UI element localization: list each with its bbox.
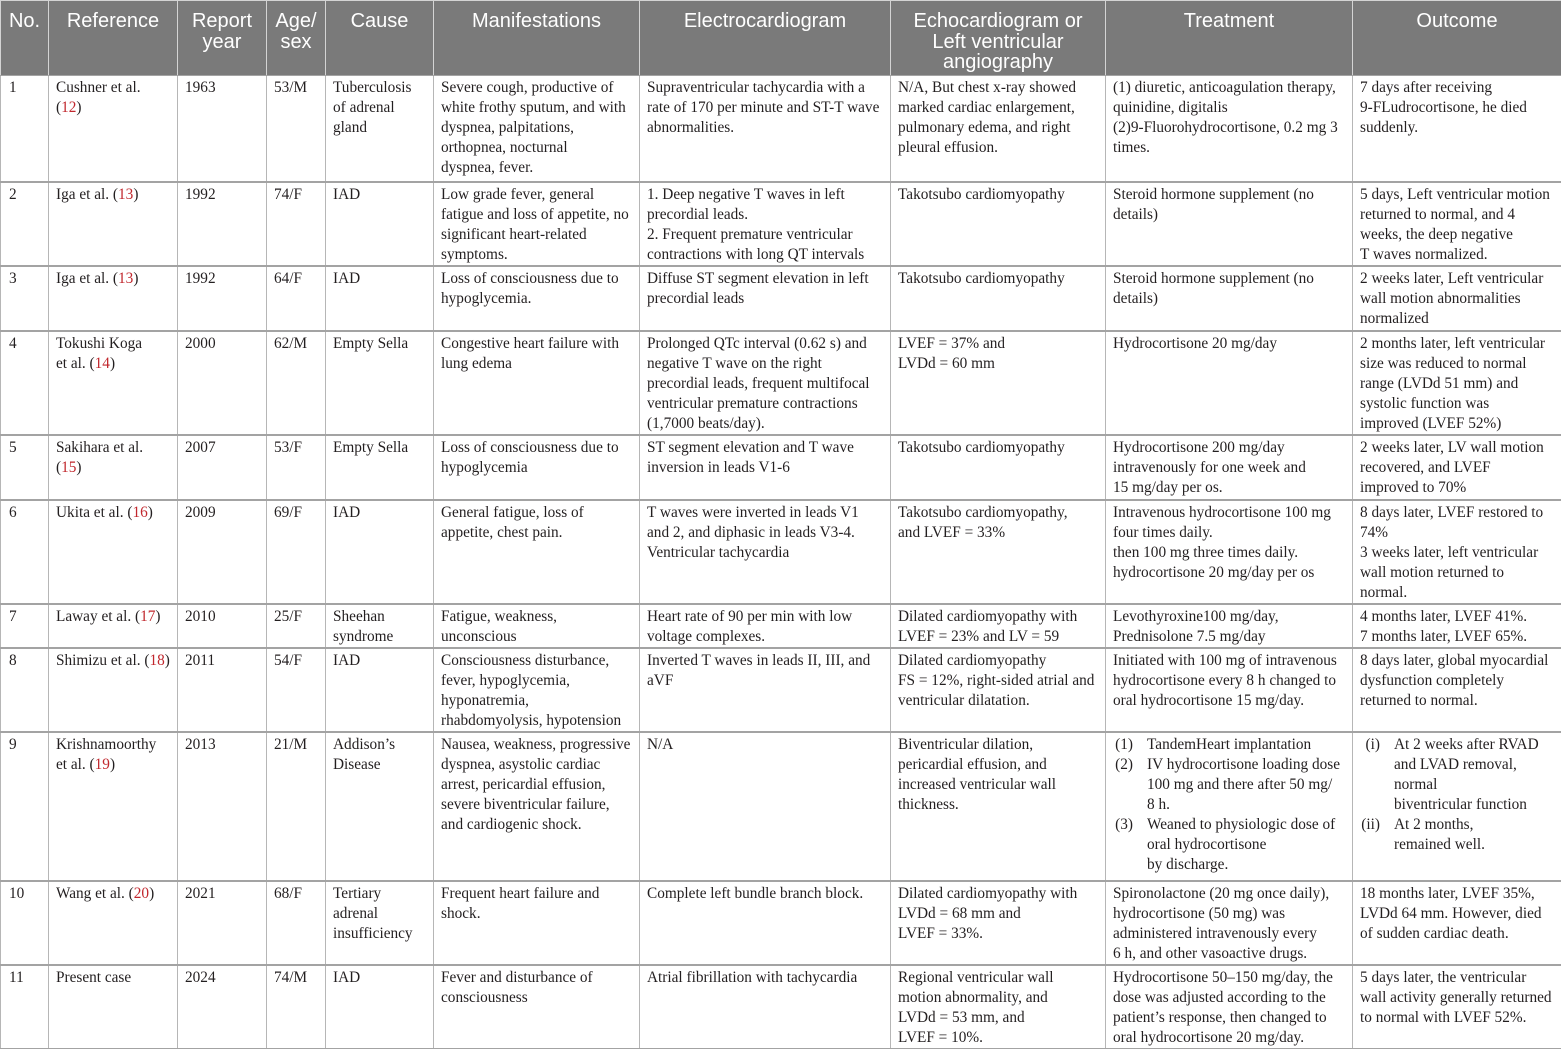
cell-treatment: (1) diuretic, anticoagulation therapy, quinidine, digitalis (2)9-Fluorohydrocortisone, 0.2 mg 3 times. <box>1106 76 1353 182</box>
cell-echocardiogram: Takotsubo cardiomyopathy, and LVEF = 33% <box>891 500 1106 604</box>
header-electrocardiogram: Electrocardiogram <box>640 1 891 76</box>
cell-manifestations: General fatigue, loss of appetite, chest pain. <box>434 500 640 604</box>
reference-text: Iga et al. ( <box>56 185 119 203</box>
citation-link[interactable]: 15 <box>61 458 77 476</box>
cell-cause: Sheehan syndrome <box>326 604 434 648</box>
cell-outcome: 4 months later, LVEF 41%. 7 months later, LVEF 65%. <box>1353 604 1561 648</box>
citation-link[interactable]: 13 <box>118 269 134 287</box>
header-no: No. <box>1 1 49 76</box>
cell-treatment: Steroid hormone supplement (no details) <box>1106 182 1353 266</box>
cell-manifestations: Low grade fever, general fatigue and loss of appetite, no significant heart-related symptoms. <box>434 182 640 266</box>
cell-cause: Empty Sella <box>326 331 434 435</box>
citation-link[interactable]: 12 <box>61 99 77 116</box>
cell-age-sex: 54/F <box>267 648 326 732</box>
reference-text: ) <box>133 269 139 287</box>
citation-link[interactable]: 16 <box>132 503 148 521</box>
cell-outcome: 5 days, Left ventricular motion returned to normal, and 4 weeks, the deep negative T waves normalized. <box>1353 182 1561 266</box>
reference-text: ) <box>133 185 139 203</box>
header-report-year: Report year <box>178 1 267 76</box>
table-row <box>1 500 1561 604</box>
list-text: At 2 months, remained well. <box>1394 815 1485 853</box>
cell-treatment: Levothyroxine100 mg/day, Prednisolone 7.5 mg/day <box>1106 604 1353 648</box>
cell-outcome: 2 weeks later, LV wall motion recovered, and LVEF improved to 70% <box>1353 435 1561 500</box>
table-header <box>1 1 1561 76</box>
cell-cause: Tuberculosis of adrenal gland <box>326 76 434 182</box>
list-text: Weaned to physiologic dose of oral hydrocortisone by discharge. <box>1147 815 1336 873</box>
table-row <box>1 182 1561 266</box>
cell-outcome <box>1353 732 1561 881</box>
cell-reference <box>49 76 178 182</box>
list-marker: (2) <box>1115 755 1133 773</box>
cell-report-year: 1992 <box>178 266 267 331</box>
cell-reference <box>49 182 178 266</box>
header-cause: Cause <box>326 1 434 76</box>
citation-link[interactable]: 14 <box>94 354 110 372</box>
cell-electrocardiogram: Diffuse ST segment elevation in left precordial leads <box>640 266 891 331</box>
cell-no: 9 <box>1 732 49 881</box>
cell-age-sex: 21/M <box>267 732 326 881</box>
cell-report-year: 2009 <box>178 500 267 604</box>
reference-text: ) <box>109 755 116 773</box>
cell-echocardiogram: Dilated cardiomyopathy with LVDd = 68 mm and LVEF = 33%. <box>891 881 1106 965</box>
cell-no: 8 <box>1 648 49 732</box>
cell-report-year: 2021 <box>178 881 267 965</box>
cell-no: 10 <box>1 881 49 965</box>
cell-outcome: 2 weeks later, Left ventricular wall motion abnormalities normalized <box>1353 266 1561 331</box>
cell-echocardiogram: Biventricular dilation, pericardial effusion, and increased ventricular wall thickness. <box>891 732 1106 881</box>
header-age-sex: Age/ sex <box>267 1 326 76</box>
table-row <box>1 76 1561 182</box>
list-marker: (ii) <box>1361 815 1380 833</box>
reference-text: ) <box>155 607 161 625</box>
cell-age-sex: 25/F <box>267 604 326 648</box>
list-item <box>1360 815 1557 855</box>
reference-text: Wang et al. ( <box>56 884 134 902</box>
reference-text: Shimizu et al. ( <box>56 651 150 669</box>
cell-manifestations: Severe cough, productive of white frothy sputum, and with dyspnea, palpitations, orthopnea, nocturnal dyspnea, fever. <box>434 76 640 182</box>
cell-manifestations: Nausea, weakness, progressive dyspnea, asystolic cardiac arrest, pericardial effusion, severe biventricular failure, and cardiogenic shock. <box>434 732 640 881</box>
cell-electrocardiogram: N/A <box>640 732 891 881</box>
table-row <box>1 604 1561 648</box>
table-row <box>1 965 1561 1049</box>
cell-age-sex: 53/F <box>267 435 326 500</box>
cell-treatment: Steroid hormone supplement (no details) <box>1106 266 1353 331</box>
cell-electrocardiogram: Complete left bundle branch block. <box>640 881 891 965</box>
cell-outcome: 5 days later, the ventricular wall activity generally returned to normal with LVEF 52%. <box>1353 965 1561 1049</box>
header-treatment: Treatment <box>1106 1 1353 76</box>
cell-manifestations: Congestive heart failure with lung edema <box>434 331 640 435</box>
cell-electrocardiogram: Prolonged QTc interval (0.62 s) and negative T wave on the right precordial leads, frequent multifocal ventricular premature contractions (1,7000 beats/day). <box>640 331 891 435</box>
cell-electrocardiogram: Inverted T waves in leads II, III, and aVF <box>640 648 891 732</box>
cell-echocardiogram: Regional ventricular wall motion abnormality, and LVDd = 53 mm, and LVEF = 10%. <box>891 965 1106 1049</box>
cell-echocardiogram: Dilated cardiomyopathy FS = 12%, right-sided atrial and ventricular dilatation. <box>891 648 1106 732</box>
cell-echocardiogram: Dilated cardiomyopathy with LVEF = 23% and LV = 59 <box>891 604 1106 648</box>
cell-reference <box>49 881 178 965</box>
cell-echocardiogram: LVEF = 37% and LVDd = 60 mm <box>891 331 1106 435</box>
cell-report-year: 2024 <box>178 965 267 1049</box>
citation-link[interactable]: 18 <box>149 651 165 669</box>
cell-reference <box>49 435 178 500</box>
list-item <box>1113 815 1348 875</box>
cell-age-sex: 68/F <box>267 881 326 965</box>
reference-text: ) <box>76 458 82 476</box>
cell-age-sex: 53/M <box>267 76 326 182</box>
cell-treatment: Hydrocortisone 20 mg/day <box>1106 331 1353 435</box>
table-row <box>1 266 1561 331</box>
cell-electrocardiogram: ST segment elevation and T wave inversion in leads V1-6 <box>640 435 891 500</box>
cell-treatment: Hydrocortisone 200 mg/day intravenously for one week and 15 mg/day per os. <box>1106 435 1353 500</box>
list-marker: (3) <box>1115 815 1133 833</box>
cell-manifestations: Loss of consciousness due to hypoglycemia. <box>434 266 640 331</box>
cell-reference <box>49 965 178 1049</box>
cell-electrocardiogram: Heart rate of 90 per min with low voltage complexes. <box>640 604 891 648</box>
cell-report-year: 2013 <box>178 732 267 881</box>
table-row <box>1 881 1561 965</box>
reference-text: Present case <box>56 968 132 986</box>
cell-manifestations: Frequent heart failure and shock. <box>434 881 640 965</box>
cell-no: 1 <box>1 76 49 182</box>
reference-text: ) <box>149 884 155 902</box>
reference-text: Cushner et al. ( <box>56 79 141 116</box>
cell-age-sex: 64/F <box>267 266 326 331</box>
cell-cause: Addison’s Disease <box>326 732 434 881</box>
cell-no: 7 <box>1 604 49 648</box>
list-text: IV hydrocortisone loading dose 100 mg and there after 50 mg/ 8 h. <box>1147 755 1341 813</box>
cell-outcome: 7 days after receiving 9-FLudrocortisone, he died suddenly. <box>1353 76 1561 182</box>
cell-echocardiogram: N/A, But chest x-ray showed marked cardiac enlargement, pulmonary edema, and right pleural effusion. <box>891 76 1106 182</box>
cell-no: 4 <box>1 331 49 435</box>
cell-electrocardiogram: 1. Deep negative T waves in left precordial leads. 2. Frequent premature ventricular contractions with long QT intervals <box>640 182 891 266</box>
cell-report-year: 2010 <box>178 604 267 648</box>
cell-manifestations: Fever and disturbance of consciousness <box>434 965 640 1049</box>
cell-cause: IAD <box>326 965 434 1049</box>
cell-echocardiogram: Takotsubo cardiomyopathy <box>891 435 1106 500</box>
cell-treatment: Intravenous hydrocortisone 100 mg four times daily. then 100 mg three times daily. hydrocortisone 20 mg/day per os <box>1106 500 1353 604</box>
reference-text: ) <box>164 651 170 669</box>
cell-reference <box>49 604 178 648</box>
cell-reference <box>49 266 178 331</box>
cell-no: 6 <box>1 500 49 604</box>
cell-outcome: 2 months later, left ventricular size was reduced to normal range (LVDd 51 mm) and systolic function was improved (LVEF 52%) <box>1353 331 1561 435</box>
list-text: TandemHeart implantation <box>1147 735 1312 753</box>
list-item <box>1113 755 1348 815</box>
header-echocardiogram: Echocardiogram or Left ventricular angiography <box>891 1 1106 76</box>
cell-electrocardiogram: Atrial fibrillation with tachycardia <box>640 965 891 1049</box>
table-row <box>1 732 1561 881</box>
cell-outcome: 8 days later, global myocardial dysfunction completely returned to normal. <box>1353 648 1561 732</box>
cell-report-year: 1992 <box>178 182 267 266</box>
cell-echocardiogram: Takotsubo cardiomyopathy <box>891 266 1106 331</box>
cell-cause: IAD <box>326 500 434 604</box>
cell-treatment: Spironolactone (20 mg once daily), hydrocortisone (50 mg) was administered intravenously every 6 h, and other vasoactive drugs. <box>1106 881 1353 965</box>
cell-reference <box>49 331 178 435</box>
cell-report-year: 2000 <box>178 331 267 435</box>
cell-cause: IAD <box>326 266 434 331</box>
cell-age-sex: 62/M <box>267 331 326 435</box>
cell-no: 11 <box>1 965 49 1049</box>
reference-text: Iga et al. ( <box>56 269 119 287</box>
table-row <box>1 331 1561 435</box>
citation-link[interactable]: 20 <box>133 884 150 902</box>
reference-text: ) <box>76 99 82 116</box>
cell-outcome: 8 days later, LVEF restored to 74% 3 weeks later, left ventricular wall motion returned to normal. <box>1353 500 1561 604</box>
reference-text: ) <box>147 503 153 521</box>
cell-treatment: Initiated with 100 mg of intravenous hydrocortisone every 8 h changed to oral hydrocortisone 15 mg/day. <box>1106 648 1353 732</box>
header-reference: Reference <box>49 1 178 76</box>
citation-link[interactable]: 13 <box>118 185 134 203</box>
list-text: At 2 weeks after RVAD and LVAD removal, normal biventricular function <box>1394 735 1539 813</box>
cell-report-year: 2011 <box>178 648 267 732</box>
cell-cause: Empty Sella <box>326 435 434 500</box>
list-item <box>1113 735 1348 755</box>
citation-link[interactable]: 17 <box>140 607 156 625</box>
reference-text: Tokushi Koga et al. ( <box>56 334 143 372</box>
citation-link[interactable]: 19 <box>94 755 110 773</box>
cell-treatment <box>1106 732 1353 881</box>
cell-cause: IAD <box>326 648 434 732</box>
header-manifestations: Manifestations <box>434 1 640 76</box>
list-marker: (i) <box>1365 735 1380 753</box>
reference-text: Ukita et al. ( <box>56 503 133 521</box>
cell-no: 5 <box>1 435 49 500</box>
cell-reference <box>49 648 178 732</box>
cell-treatment: Hydrocortisone 50–150 mg/day, the dose was adjusted according to the patient’s response, then changed to oral hydrocortisone 20 mg/day. <box>1106 965 1353 1049</box>
cell-no: 3 <box>1 266 49 331</box>
list-item <box>1360 735 1557 815</box>
cell-reference <box>49 500 178 604</box>
cell-manifestations: Loss of consciousness due to hypoglycemia <box>434 435 640 500</box>
cell-manifestations: Fatigue, weakness, unconscious <box>434 604 640 648</box>
header-row <box>1 1 1561 76</box>
header-outcome: Outcome <box>1353 1 1561 76</box>
cell-reference <box>49 732 178 881</box>
cell-age-sex: 74/M <box>267 965 326 1049</box>
list-marker: (1) <box>1115 735 1133 753</box>
reference-text: Laway et al. ( <box>56 607 141 625</box>
cell-outcome: 18 months later, LVEF 35%, LVDd 64 mm. However, died of sudden cardiac death. <box>1353 881 1561 965</box>
cell-no: 2 <box>1 182 49 266</box>
cell-echocardiogram: Takotsubo cardiomyopathy <box>891 182 1106 266</box>
cell-age-sex: 69/F <box>267 500 326 604</box>
reference-text: ) <box>109 354 116 372</box>
cell-manifestations: Consciousness disturbance, fever, hypoglycemia, hyponatremia, rhabdomyolysis, hypotension <box>434 648 640 732</box>
cell-report-year: 1963 <box>178 76 267 182</box>
table-body <box>1 76 1561 1049</box>
table-row <box>1 435 1561 500</box>
table-row <box>1 648 1561 732</box>
cell-cause: IAD <box>326 182 434 266</box>
cell-cause: Tertiary adrenal insufficiency <box>326 881 434 965</box>
reference-text: Sakihara et al. ( <box>56 438 144 476</box>
cell-report-year: 2007 <box>178 435 267 500</box>
cell-electrocardiogram: Supraventricular tachycardia with a rate of 170 per minute and ST-T wave abnormalities. <box>640 76 891 182</box>
reference-text: Krishnamoorthy et al. ( <box>56 735 157 773</box>
cell-electrocardiogram: T waves were inverted in leads V1 and 2, and diphasic in leads V3-4. Ventricular tachycardia <box>640 500 891 604</box>
cell-age-sex: 74/F <box>267 182 326 266</box>
